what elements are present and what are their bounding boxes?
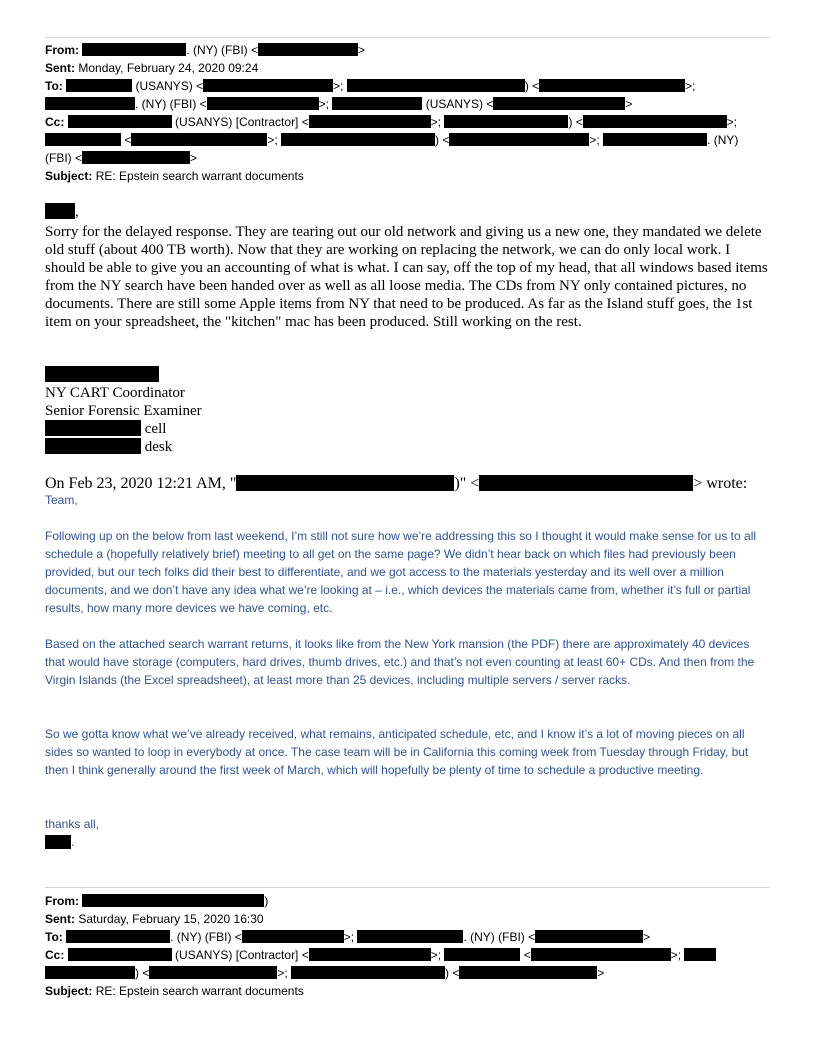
redaction: [603, 133, 707, 146]
redaction: [82, 43, 186, 56]
signature-name: [45, 366, 159, 385]
subject-line: Subject: RE: Epstein search warrant documents: [45, 984, 304, 998]
from-line: From: . (NY) (FBI) < >: [45, 43, 366, 57]
redaction: [131, 133, 267, 146]
redaction: [444, 115, 568, 128]
redaction: [242, 930, 344, 943]
redaction: [281, 133, 435, 146]
quoted-paragraph: Based on the attached search warrant returns, it looks like from the New York mansion (the PDF) there are approximately 40 devices that would have storage (computers, hard drives, thumb drives, etc.) and that’s not even counting at least 60+ CDs. And then from the Virgin Islands (the Excel spreadsheet), at least more than 25 devices, including multiple servers / server racks.: [45, 637, 755, 687]
cc-line-2: < >; ) < >; . (NY): [45, 131, 738, 149]
redaction: [449, 133, 589, 146]
subject-line: Subject: RE: Epstein search warrant documents: [45, 169, 304, 183]
from-line: From: ): [45, 894, 269, 908]
email-body: Sorry for the delayed response. They are tearing out our old network and giving us a new one, they mandated we delete old stuff (about 400 TB worth). Now that they are working on replacing the network, we can do only local work. I should be able to give you an accounting of what is what. I can say, off the top of my head, that all windows based items from the NY search have been handed over as well as all loose media. The CDs from NY only contained pictures, no documents. There are still some Apple items from NY that need to be produced. As far as the Island stuff goes, the 1st item on your spreadsheet, the "kitchen" mac has been produced. Still working on the rest.: [45, 224, 768, 330]
redaction: [309, 948, 431, 961]
signature-desk: desk: [45, 438, 172, 456]
redaction: [357, 930, 463, 943]
redaction: [583, 115, 727, 128]
header-divider: [45, 887, 770, 888]
redaction: [68, 948, 172, 961]
redaction: [684, 948, 716, 961]
redaction: [45, 438, 141, 454]
cc-line-2: ) < >; ) < >: [45, 964, 604, 982]
redaction: [45, 420, 141, 436]
quoted-paragraph: Following up on the below from last weekend, I’m still not sure how we’re addressing this so I thought it would make sense for us to all schedule a (hopefully relatively brief) meeting to all get on the same page? We didn’t hear back on which files had previously been provided, but our tech folks did their best to differentiate, and we got access to the materials yesterday and its well over a million documents, and we don’t have any idea what we’re looking at – i.e., which devices the materials came from, whether it’s full or partial results, how many more devices we have coming, etc.: [45, 529, 757, 615]
redaction: [236, 475, 454, 491]
sent-date: Monday, February 24, 2020 09:24: [78, 61, 259, 75]
quote-attribution: On Feb 23, 2020 12:21 AM, " )" < > wrote:: [45, 475, 748, 492]
greeting: ,: [45, 203, 79, 221]
redaction: [45, 835, 71, 849]
redaction: [82, 151, 190, 164]
redaction: [45, 97, 135, 110]
redaction: [68, 115, 172, 128]
redaction: [309, 115, 431, 128]
redaction: [45, 133, 121, 146]
redaction: [45, 966, 135, 979]
quoted-salutation: Team,: [45, 493, 78, 507]
signature-title: Senior Forensic Examiner: [45, 403, 202, 419]
quoted-paragraph: So we gotta know what we’ve already received, what remains, anticipated schedule, etc, and I know it’s a lot of moving pieces on all sides so wanted to loop in everybody at once. The case team will be in California this coming week from Tuesday through Friday, but then I think generally around the first week of March, which will hopefully be plenty of time to schedule a productive meeting.: [45, 727, 749, 777]
redaction: [332, 97, 422, 110]
redaction: [539, 79, 685, 92]
subject-text: RE: Epstein search warrant documents: [95, 169, 304, 183]
redaction: [45, 366, 159, 382]
cc-line: Cc: (USANYS) [Contractor] < >; < >;: [45, 946, 716, 964]
redaction: [66, 930, 170, 943]
signature-cell: cell: [45, 420, 166, 438]
redaction: [444, 948, 520, 961]
from-label: From:: [45, 43, 79, 57]
to-line: To: . (NY) (FBI) < >; . (NY) (FBI) < >: [45, 930, 651, 944]
redaction: [493, 97, 625, 110]
redaction: [479, 475, 693, 491]
redaction: [258, 43, 358, 56]
redaction: [45, 203, 75, 219]
sent-date: Saturday, February 15, 2020 16:30: [78, 912, 264, 926]
signature-title: NY CART Coordinator: [45, 385, 185, 401]
to-line-2: . (NY) (FBI) < >; (USANYS) < >: [45, 95, 632, 113]
redaction: [347, 79, 525, 92]
redaction: [291, 966, 445, 979]
cc-line: Cc: (USANYS) [Contractor] < >; ) < >;: [45, 115, 738, 129]
redaction: [535, 930, 643, 943]
to-line: To: (USANYS) < >; ) < >;: [45, 79, 696, 93]
sent-line: Sent: Saturday, February 15, 2020 16:30: [45, 912, 264, 926]
cc-line-3: (FBI) < >: [45, 151, 198, 165]
quoted-closing: thanks all,: [45, 817, 100, 831]
redaction: [149, 966, 277, 979]
header-divider: [45, 37, 770, 38]
sent-line: Sent: Monday, February 24, 2020 09:24: [45, 61, 259, 75]
quoted-signoff: .: [45, 833, 770, 851]
redaction: [66, 79, 132, 92]
redaction: [207, 97, 319, 110]
subject-text: RE: Epstein search warrant documents: [95, 984, 304, 998]
redaction: [203, 79, 333, 92]
redaction: [82, 894, 264, 907]
redaction: [459, 966, 597, 979]
redaction: [531, 948, 671, 961]
